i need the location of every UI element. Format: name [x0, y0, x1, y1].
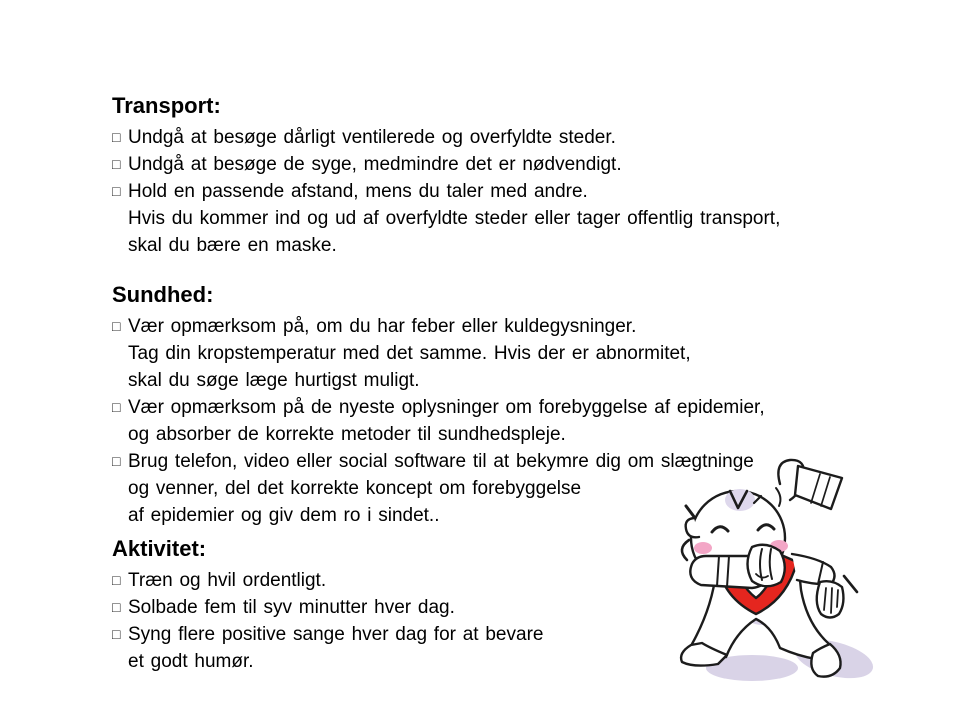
- section-transport: [112, 93, 780, 259]
- body-line: [112, 205, 780, 232]
- sleeve-right: [792, 554, 835, 584]
- motion-line-upper: [686, 506, 695, 518]
- body-line: [112, 340, 765, 367]
- body-line: [112, 567, 543, 594]
- bullet-square-icon: □: [112, 626, 121, 642]
- body-line-text: og venner, del det korrekte koncept om forebyggelse: [128, 478, 582, 499]
- bullet-square-icon: □: [112, 453, 121, 469]
- body-line-text: Hvis du kommer ind og ud af overfyldte steder eller tager offentlig transport,: [128, 208, 781, 229]
- bullet-square-icon: □: [112, 599, 121, 615]
- body-line: [112, 502, 765, 529]
- body-line: [112, 648, 543, 675]
- body-line: [112, 448, 765, 475]
- section-aktivitet: [112, 536, 543, 675]
- body-line-text: og absorber de korrekte metoder til sundhedspleje.: [128, 424, 566, 445]
- body-line-text: skal du bære en maske.: [128, 235, 337, 256]
- body-line-text: Hold en passende afstand, mens du taler med andre.: [128, 181, 588, 202]
- cheek-left: [694, 542, 712, 554]
- fist: [748, 545, 785, 587]
- bullet-square-icon: □: [112, 156, 121, 172]
- body-line: [112, 178, 780, 205]
- body-line-text: af epidemier og giv dem ro i sindet..: [128, 505, 440, 526]
- body-line-text: Undgå at besøge dårligt ventilerede og overfyldte steder.: [128, 127, 616, 148]
- section-title-sundhed: Sundhed:: [112, 282, 214, 307]
- body-line: [112, 367, 765, 394]
- bullet-square-icon: □: [112, 183, 121, 199]
- bullet-square-icon: □: [112, 572, 121, 588]
- section-title-aktivitet: Aktivitet:: [112, 536, 207, 561]
- bullet-square-icon: □: [112, 399, 121, 415]
- body-line: [112, 124, 780, 151]
- motion-line-curve: [682, 540, 689, 560]
- body-line: [112, 621, 543, 648]
- body-line: [112, 313, 765, 340]
- body-line-text: Solbade fem til syv minutter hver dag.: [128, 597, 455, 618]
- section-title-transport: Transport:: [112, 93, 221, 118]
- body-line-text: Tag din kropstemperatur med det samme. Hvis der er abnormitet,: [128, 343, 691, 364]
- body-line-text: et godt humør.: [128, 651, 254, 672]
- motion-line-right: [844, 576, 857, 592]
- body-line-text: Syng flere positive sange hver dag for at bevare: [128, 624, 544, 645]
- body-line: [112, 475, 765, 502]
- body-line: [112, 594, 543, 621]
- body-line: [112, 421, 765, 448]
- kungfu-kid-illustration: [674, 456, 886, 702]
- hair-tuft-line: [776, 488, 780, 506]
- kungfu-kid-cartoon-svg: [674, 456, 886, 702]
- body-line-text: skal du søge læge hurtigst muligt.: [128, 370, 420, 391]
- body-line-text: Vær opmærksom på, om du har feber eller kuldegysninger.: [128, 316, 637, 337]
- hair-wrap: [795, 466, 842, 509]
- body-line-text: Undgå at besøge de syge, medmindre det er nødvendigt.: [128, 154, 622, 175]
- body-line: [112, 151, 780, 178]
- section-sundhed: [112, 282, 765, 529]
- bullet-square-icon: □: [112, 129, 121, 145]
- body-line: [112, 394, 765, 421]
- body-line: [112, 232, 780, 259]
- body-line-text: Brug telefon, video eller social software til at bekymre dig om slægtninge: [128, 451, 754, 472]
- body-line-text: Træn og hvil ordentligt.: [128, 570, 327, 591]
- bullet-square-icon: □: [112, 318, 121, 334]
- body-line-text: Vær opmærksom på de nyeste oplysninger om forebyggelse af epidemier,: [128, 397, 765, 418]
- hand-right: [817, 581, 844, 617]
